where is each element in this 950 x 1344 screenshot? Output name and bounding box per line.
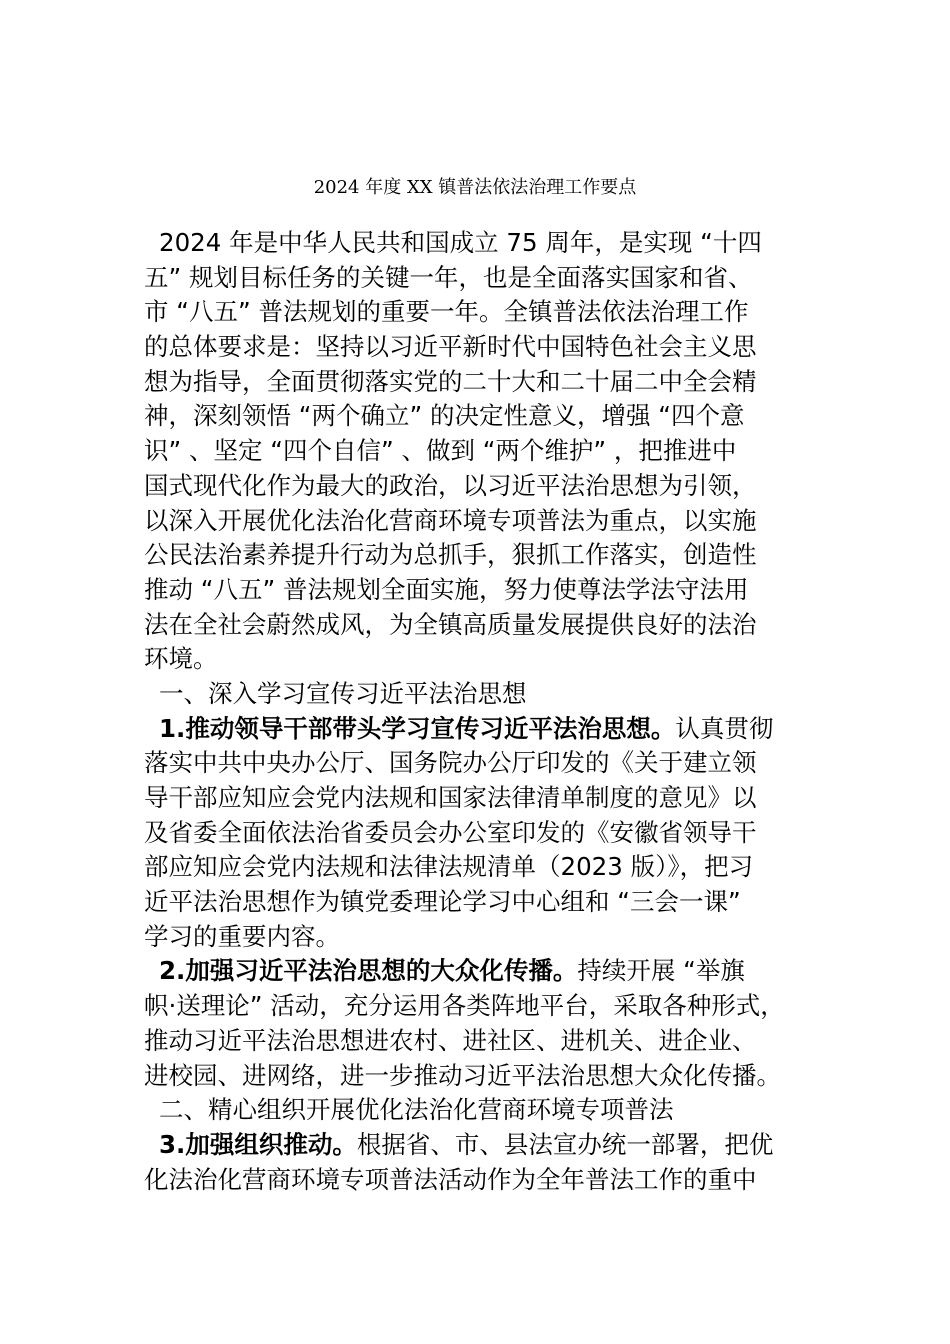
body-line: 想为指导，全面贯彻落实党的二十大和二十届二中全会精 — [144, 366, 757, 396]
body-line: 帜·送理论” 活动，充分运用各类阵地平台，采取各种形式， — [144, 991, 785, 1021]
body-line: 五” 规划目标任务的关键一年，也是全面落实国家和省、 — [144, 262, 753, 292]
body-line: 落实中共中央办公厅、国务院办公厅印发的《关于建立领 — [144, 748, 757, 778]
item-heading: 1.推动领导干部带头学习宣传习近平法治思想。 — [159, 713, 676, 743]
body-line: 导干部应知应会党内法规和国家法律清单制度的意见》以 — [144, 783, 757, 812]
body-line: 部应知应会党内法规和法律法规清单（2023 版）》，把习 — [144, 852, 754, 882]
body-line: 化法治化营商环境专项普法活动作为全年普法工作的重中 — [144, 1164, 757, 1194]
body-line: 2.加强习近平法治思想的大众化传播。持续开展 “举旗 — [159, 956, 745, 986]
body-line: 3.加强组织推动。根据省、市、县法宣办统一部署，把优 — [159, 1129, 774, 1159]
body-line: 环境。 — [144, 644, 218, 674]
body-line: 推动习近平法治思想进农村、进社区、进机关、进企业、 — [144, 1025, 757, 1055]
body-line: 识” 、坚定 “四个自信” 、做到 “两个维护” ，把推进中 — [144, 436, 737, 466]
body-line: 1.推动领导干部带头学习宣传习近平法治思想。认真贯彻 — [159, 713, 774, 743]
body-line: 学习的重要内容。 — [144, 921, 340, 951]
body-line: 2024 年是中华人民共和国成立 75 周年，是实现 “十四 — [159, 228, 762, 257]
body-line: 法在全社会蔚然成风，为全镇高质量发展提供良好的法治 — [144, 609, 757, 639]
item-heading: 2.加强习近平法治思想的大众化传播。 — [159, 956, 578, 986]
body-line: 的总体要求是：坚持以习近平新时代中国特色社会主义思 — [144, 332, 757, 362]
body-line: 进校园、进网络，进一步推动习近平法治思想大众化传播。 — [144, 1060, 781, 1090]
body-line: 神，深刻领悟 “两个确立” 的决定性意义，增强 “四个意 — [144, 401, 745, 431]
body-line: 市 “八五” 普法规划的重要一年。全镇普法依法治理工作 — [144, 297, 749, 327]
section-heading: 一、深入学习宣传习近平法治思想 — [159, 678, 527, 708]
section-heading: 二、精心组织开展优化法治化营商环境专项普法 — [159, 1095, 674, 1125]
body-line: 公民法治素养提升行动为总抓手，狠抓工作落实，创造性 — [144, 540, 757, 570]
item-heading: 3.加强组织推动。 — [159, 1129, 357, 1159]
document-body — [144, 226, 814, 1197]
body-line: 及省委全面依法治省委员会办公室印发的《安徽省领导干 — [144, 817, 757, 847]
body-line: 国式现代化作为最大的政治，以习近平法治思想为引领， — [144, 470, 757, 500]
body-line: 推动 “八五” 普法规划全面实施，努力使尊法学法守法用 — [144, 574, 749, 604]
document-title: 2024 年度 XX 镇普法依法治理工作要点 — [313, 177, 637, 198]
body-line: 以深入开展优化法治化营商环境专项普法为重点，以实施 — [144, 505, 757, 535]
body-line: 近平法治思想作为镇党委理论学习中心组和 “三会一课” — [144, 887, 741, 917]
